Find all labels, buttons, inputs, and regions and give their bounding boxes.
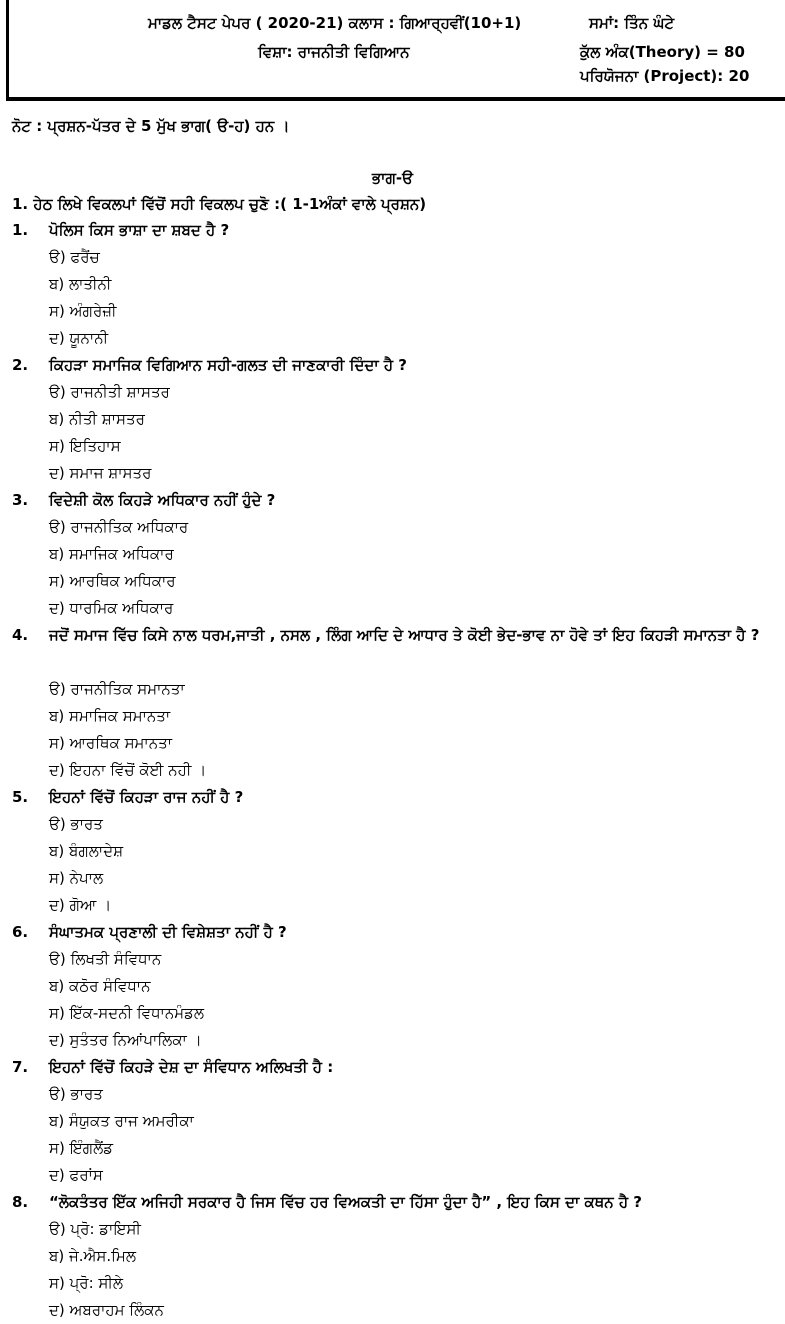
option-row: [0, 595, 785, 622]
theory-marks: ਕੁੱਲ ਅੰਕ(Theory) = 80: [580, 43, 745, 61]
option-row: [0, 1243, 785, 1270]
option-row: [0, 1270, 785, 1297]
option-text: ੳ) ਰਾਜਨੀਤਿਕ ਸਮਾਨਤਾ: [49, 680, 185, 698]
option-text: ਸ) ਇੱਕ-ਸਦਨੀ ਵਿਧਾਨਮੰਡਲ: [49, 1004, 204, 1022]
option-text: ਦ) ਅਬਰਾਹਮ ਲਿੰਕਨ: [49, 1301, 164, 1319]
instruction: 1. ਹੇਠ ਲਿਖੇ ਵਿਕਲਪਾਂ ਵਿੱਚੋਂ ਸਹੀ ਵਿਕਲਪ ਚੁਣੋ :( 1-1ਅੰਕਾਂ ਵਾਲੇ ਪ੍ਰਸ਼ਨ): [12, 195, 427, 213]
option-row: [0, 973, 785, 1000]
option-row: [0, 1297, 785, 1324]
question-text: ਜਦੋਂ ਸਮਾਜ ਵਿੱਚ ਕਿਸੇ ਨਾਲ ਧਰਮ,ਜਾਤੀ , ਨਸਲ , ਲਿੰਗ ਆਦਿ ਦੇ ਆਧਾਰ ਤੇ ਕੋਈ ਭੇਦ-ਭਾਵ ਨਾ ਹੋਵੇ ਤਾਂ ਇਹ ਕਿਹੜੀ ਸਮਾਨਤਾ ਹੈ ?: [49, 626, 760, 644]
question-text: ਇਹਨਾਂ ਵਿੱਚੋਂ ਕਿਹੜਾ ਰਾਜ ਨਹੀਂ ਹੈ ?: [49, 788, 244, 806]
option-text: ਸ) ਇੰਗਲੈਂਡ: [49, 1139, 113, 1157]
option-row: [0, 676, 785, 703]
option-text: ਬ) ਸਮਾਜਿਕ ਅਧਿਕਾਰ: [49, 545, 174, 563]
option-row: [0, 1216, 785, 1243]
option-row: [0, 946, 785, 973]
question-text: “ਲੋਕਤੰਤਰ ਇੱਕ ਅਜਿਹੀ ਸਰਕਾਰ ਹੈ ਜਿਸ ਵਿੱਚ ਹਰ ਵਿਅਕਤੀ ਦਾ ਹਿੱਸਾ ਹੁੰਦਾ ਹੈ” , ਇਹ ਕਿਸ ਦਾ ਕਥਨ ਹੈ ?: [49, 1193, 642, 1211]
option-text: ਸ) ਪ੍ਰੋ: ਸੀਲੇ: [49, 1274, 124, 1292]
option-text: ੳ) ਰਾਜਨੀਤਿਕ ਅਧਿਕਾਰ: [49, 518, 189, 536]
option-row: [0, 1108, 785, 1135]
option-row: [0, 1162, 785, 1189]
option-text: ਬ) ਸਮਾਜਿਕ ਸਮਾਨਤਾ: [49, 707, 171, 725]
question-8: [0, 1189, 785, 1216]
question-7: [0, 1054, 785, 1081]
question-text: ਪੋਲਿਸ ਕਿਸ ਭਾਸ਼ਾ ਦਾ ਸ਼ਬਦ ਹੈ ?: [49, 221, 230, 239]
note: ਨੋਟ : ਪ੍ਰਸ਼ਨ-ਪੱਤਰ ਦੇ 5 ਮੁੱਖ ਭਾਗ( ੳ-ਹ) ਹਨ ।: [12, 117, 290, 135]
option-row: [0, 406, 785, 433]
option-row: [0, 1135, 785, 1162]
option-text: ਸ) ਨੇਪਾਲ: [49, 869, 104, 887]
option-row: [0, 433, 785, 460]
option-row: [0, 568, 785, 595]
option-text: ੳ) ਪ੍ਰੋ: ਡਾਇਸੀ: [49, 1220, 141, 1238]
option-row: [0, 892, 785, 919]
option-row: [0, 298, 785, 325]
option-row: [0, 541, 785, 568]
option-text: ਦ) ਧਾਰਮਿਕ ਅਧਿਕਾਰ: [49, 599, 174, 617]
option-row: [0, 244, 785, 271]
option-text: ਦ) ਫਰਾਂਸ: [49, 1166, 103, 1184]
question-number: 3.: [12, 491, 29, 509]
option-text: ਸ) ਅੰਗਰੇਜ਼ੀ: [49, 302, 117, 320]
option-row: [0, 271, 785, 298]
question-number: 5.: [12, 788, 29, 806]
option-text: ੳ) ਭਾਰਤ: [49, 1085, 103, 1103]
option-row: [0, 325, 785, 352]
question-1: [0, 217, 785, 244]
option-text: ਸ) ਆਰਥਿਕ ਸਮਾਨਤਾ: [49, 734, 172, 752]
option-text: ਦ) ਸੁਤੰਤਰ ਨਿਆਂਪਾਲਿਕਾ ।: [49, 1031, 202, 1049]
option-text: ਸ) ਆਰਥਿਕ ਅਧਿਕਾਰ: [49, 572, 176, 590]
question-number: 6.: [12, 923, 29, 941]
question-number: 8.: [12, 1193, 29, 1211]
option-text: ਸ) ਇਤਿਹਾਸ: [49, 437, 121, 455]
question-6: [0, 919, 785, 946]
option-text: ਬ) ਲਾਤੀਨੀ: [49, 275, 112, 293]
section-heading: ਭਾਗ-ੳ: [371, 169, 414, 187]
time-allowed: ਸਮਾਂ: ਤਿੰਨ ਘੰਟੇ: [589, 14, 675, 32]
option-text: ੳ) ਰਾਜਨੀਤੀ ਸ਼ਾਸਤਰ: [49, 383, 170, 401]
option-text: ਦ) ਯੂਨਾਨੀ: [49, 329, 109, 347]
option-row: [0, 730, 785, 757]
option-text: ਬ) ਸੰਯੁਕਤ ਰਾਜ ਅਮਰੀਕਾ: [49, 1112, 194, 1130]
question-4: [0, 622, 785, 676]
question-5: [0, 784, 785, 811]
question-list: [0, 217, 785, 1324]
option-row: [0, 460, 785, 487]
option-text: ਦ) ਗੋਆ ।: [49, 896, 112, 914]
option-text: ੳ) ਫਰੈਂਚ: [49, 248, 100, 266]
option-text: ਬ) ਕਠੋਰ ਸੰਵਿਧਾਨ: [49, 977, 151, 995]
option-row: [0, 703, 785, 730]
question-text: ਕਿਹੜਾ ਸਮਾਜਿਕ ਵਿਗਿਆਨ ਸਹੀ-ਗਲਤ ਦੀ ਜਾਣਕਾਰੀ ਦਿੰਦਾ ਹੈ ?: [49, 356, 407, 374]
question-number: 4.: [12, 626, 29, 644]
option-text: ਬ) ਬੰਗਲਾਦੇਸ਼: [49, 842, 124, 860]
paper-title: ਮਾਡਲ ਟੈਸਟ ਪੇਪਰ ( 2020-21) ਕਲਾਸ : ਗਿਆਰ੍ਹਵੀਂ(10+1): [148, 14, 522, 32]
project-marks: ਪਰਿਯੋਜਨਾ (Project): 20: [580, 67, 750, 85]
option-row: [0, 1000, 785, 1027]
option-row: [0, 811, 785, 838]
option-text: ਦ) ਸਮਾਜ ਸ਼ਾਸਤਰ: [49, 464, 152, 482]
option-text: ਬ) ਜੇ.ਐਸ.ਮਿਲ: [49, 1247, 136, 1265]
subject: ਵਿਸ਼ਾ: ਰਾਜਨੀਤੀ ਵਿਗਿਆਨ: [258, 43, 410, 61]
option-text: ੳ) ਲਿਖਤੀ ਸੰਵਿਧਾਨ: [49, 950, 162, 968]
question-text: ਇਹਨਾਂ ਵਿੱਚੋਂ ਕਿਹੜੇ ਦੇਸ਼ ਦਾ ਸੰਵਿਧਾਨ ਅਲਿਖਤੀ ਹੈ :: [49, 1058, 334, 1076]
option-text: ਬ) ਨੀਤੀ ਸ਼ਾਸਤਰ: [49, 410, 145, 428]
question-3: [0, 487, 785, 514]
option-text: ੳ) ਭਾਰਤ: [49, 815, 103, 833]
option-row: [0, 1027, 785, 1054]
option-row: [0, 865, 785, 892]
question-number: 2.: [12, 356, 29, 374]
option-row: [0, 514, 785, 541]
question-number: 7.: [12, 1058, 29, 1076]
question-text: ਸੰਘਾਤਮਕ ਪ੍ਰਣਾਲੀ ਦੀ ਵਿਸ਼ੇਸ਼ਤਾ ਨਹੀਂ ਹੈ ?: [49, 923, 287, 941]
option-text: ਦ) ਇਹਨਾ ਵਿੱਚੋਂ ਕੋਈ ਨਹੀ ।: [49, 761, 207, 779]
option-row: [0, 757, 785, 784]
option-row: [0, 379, 785, 406]
option-row: [0, 838, 785, 865]
option-row: [0, 1081, 785, 1108]
question-text: ਵਿਦੇਸ਼ੀ ਕੋਲ ਕਿਹੜੇ ਅਧਿਕਾਰ ਨਹੀਂ ਹੁੰਦੇ ?: [49, 491, 276, 509]
question-number: 1.: [12, 221, 29, 239]
question-2: [0, 352, 785, 379]
